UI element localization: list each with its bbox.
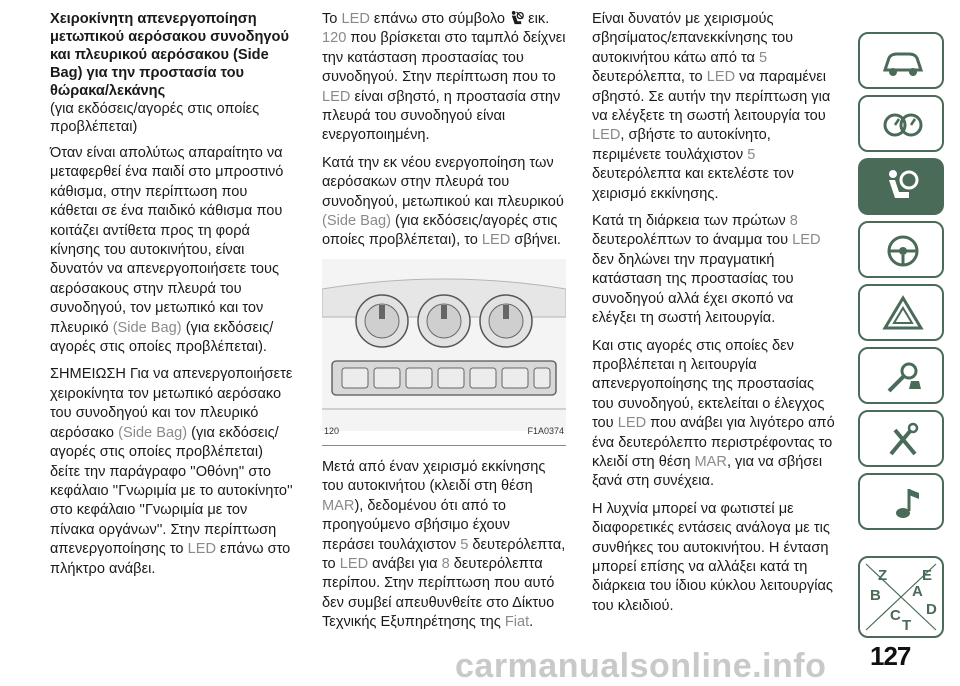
index-letter: C	[890, 607, 901, 624]
paragraph: Και στις αγορές στις οποίες δεν προβλέπεται η λειτουργία απενεργοποίησης της προστασίας του συνοδηγού, εκτελείται ο έλεγχος του LED που ανάβει για λιγότερο από ένα δευτερόλεπτο περιστρέφοντας το κλειδί στη θέση MAR, για να σβήσει ξανά στη συνέχεια.	[592, 337, 835, 490]
figure-code: F1A0374	[527, 426, 564, 437]
tab-technical-data[interactable]	[858, 410, 944, 467]
index-letters-icon	[860, 558, 942, 636]
page-number: 127	[870, 641, 911, 671]
tab-safety[interactable]	[858, 158, 944, 215]
paragraph: Η λυχνία μπορεί να φωτιστεί με διαφορετικές εντάσεις ανάλογα με τις συνθήκες του αυτοκινήτου. Η ένταση μπορεί επίσης να αλλάξει κατά τη διάρκεια του ίδιου κύκλου λειτουργίας του κλειδιού.	[592, 500, 833, 614]
column-3	[592, 10, 838, 624]
tab-index[interactable]	[858, 556, 944, 638]
index-letter: Z	[878, 567, 888, 584]
steering-wheel-icon	[881, 231, 925, 271]
paragraph: Κατά την εκ νέου ενεργοποίηση των αερόσακων στην πλευρά του συνοδηγού, μετωπικού και πλευρικού (Side Bag) (για εκδόσεις/αγορές στις οποίες προβλέπεται), το LED σβήνει.	[322, 154, 564, 249]
paragraph: Όταν είναι απολύτως απαραίτητο να μεταφερθεί ένα παιδί στο μπροστινό κάθισμα, στην περίπτωση που κάθεται σε ένα παιδικό κάθισμα που κοιτάζει αντίθετα προς τη φορά κίνησης του αυτοκινήτου, είναι δυνατόν να απενεργοποιήσετε τους αερόσακους στην πλευρά του συνοδηγού, τον μετωπικό και τον πλευρικό (Side Bag) (για εκδόσεις/αγορές στις οποίες προβλέπεται).	[50, 145, 284, 356]
wrench-car-icon	[881, 357, 925, 397]
index-letter: T	[902, 617, 912, 634]
tab-car-info[interactable]	[858, 32, 944, 89]
paragraph: Κατά τη διάρκεια των πρώτων 8 δευτερολέπτων το άναμμα του LED δεν δηλώνει την πραγματική κατάσταση της προστασίας του συνοδηγού αλλά έχει σκοπό να ελέγξει τη σωστή λειτουργία.	[592, 213, 821, 327]
watermark: carmanualsonline.info	[455, 647, 827, 685]
tab-driving[interactable]	[858, 221, 944, 278]
paragraph: Το LED επάνω στο σύμβολο εικ. 120 που βρίσκεται στο ταμπλό δείχνει την κατάσταση προστασίας του συνοδηγού. Στην περίπτωση που το LED είναι σβηστό, η προστασία στην πλευρά του συνοδηγού είναι ενεργοποιημένη.	[322, 11, 566, 144]
section-heading-note: (για εκδόσεις/αγορές στις οποίες προβλέπεται)	[50, 101, 260, 135]
tools-icon	[881, 420, 925, 460]
warning-triangle-icon	[881, 294, 925, 334]
dashboard-illustration	[322, 259, 566, 431]
tab-maintenance[interactable]	[858, 347, 944, 404]
airbag-seat-icon	[879, 166, 923, 206]
airbag-off-icon	[509, 10, 524, 25]
car-info-icon	[881, 42, 925, 82]
music-note-icon	[881, 483, 925, 523]
index-letter: D	[926, 601, 937, 618]
paragraph: Είναι δυνατόν με χειρισμούς σβησίματος/επανεκκίνησης του αυτοκινήτου κάτω από τα 5 δευτερόλεπτα, το LED να παραμένει σβηστό. Σε αυτήν την περίπτωση για να ελέγξετε τη σωστή λειτουργία του LED, σβήστε το αυτοκίνητο, περιμένετε τουλάχιστον 5 δευτερόλεπτα και εκτελέστε τον χειρισμό εκκίνησης.	[592, 11, 831, 202]
car-dashboard-icon	[881, 105, 925, 145]
figure-number: 120	[324, 426, 340, 437]
column-2	[322, 10, 566, 641]
index-letter: E	[922, 567, 933, 584]
paragraph: Μετά από έναν χειρισμό εκκίνησης του αυτοκινήτου (κλειδί στη θέση MAR), δεδομένου ότι από το προηγούμενο σβήσιμο έχουν περάσει τουλάχιστον 5 δευτερόλεπτα, το LED ανάβει για 8 δευτερόλεπτα περίπου. Στην περίπτωση που αυτό δεν συμβεί απευθυνθείτε στο Δίκτυο Τεχνικής Εξυπηρέτησης της Fiat.	[322, 458, 566, 631]
note-paragraph: ΣΗΜΕΙΩΣΗ Για να απενεργοποιήσετε χειροκίνητα τον μετωπικό αερόσακο του συνοδηγού και τον πλευρικό αερόσακο (Side Bag) (για εκδόσεις/ αγορές στις οποίες προβλέπεται) δείτε την παράγραφο ''Οθόνη'' στο κεφάλαιο ''Γνωριμία με το αυτοκίνητο'' στο κεφάλαιο ''Γνωριμία με τον πίνακα οργάνων''. Στην περίπτωση απενεργοποίησης το LED επάνω στο πλήκτρο ανάβει.	[50, 366, 293, 577]
index-letter: B	[870, 587, 881, 604]
tab-dashboard[interactable]	[858, 95, 944, 152]
tab-multimedia[interactable]	[858, 473, 944, 530]
column-1	[50, 10, 294, 587]
tab-emergency[interactable]	[858, 284, 944, 341]
index-letter: A	[912, 583, 923, 600]
dashboard-controls-figure	[322, 259, 566, 446]
section-heading: Χειροκίνητη απενεργοποίηση μετωπικού αερόσακου συνοδηγού και πλευρικού αερόσακου (Side Bag) για την προστασία του θώρακα/λεκάνης	[50, 11, 289, 99]
